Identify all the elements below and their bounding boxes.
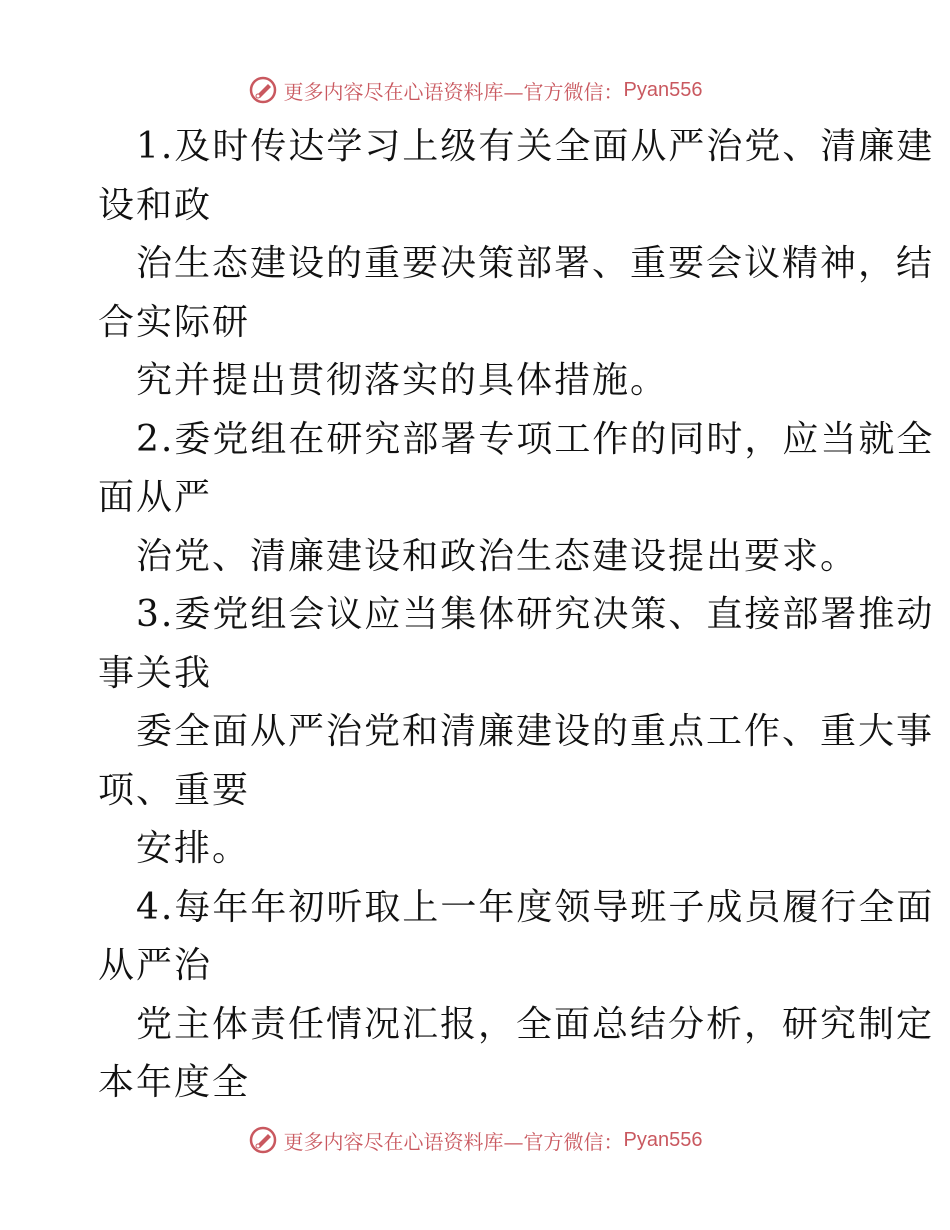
document-body: [98, 118, 935, 1113]
text-line: 面从严: [98, 477, 213, 518]
header-watermark: [0, 70, 950, 110]
text-line: 2.委党组在研究部署专项工作的同时，应当就全: [136, 418, 935, 460]
text-line: 治生态建设的重要决策部署、重要会议精神，结: [136, 243, 935, 284]
text-line: 究并提出贯彻落实的具体措施。: [136, 360, 669, 401]
text-line: 3.委党组会议应当集体研究决策、直接部署推动: [136, 594, 935, 635]
text-line: 4.每年年初听取上一年度领导班子成员履行全面: [136, 886, 935, 928]
text-line: 本年度全: [98, 1062, 251, 1103]
text-line: 委全面从严治党和清廉建设的重点工作、重大事: [136, 711, 935, 752]
text-line: 项、重要: [98, 769, 251, 811]
text-line: 安排。: [136, 828, 251, 869]
text-line: 合实际研: [98, 301, 251, 343]
footer-watermark: [0, 1120, 950, 1160]
text-line: 从严治: [98, 945, 213, 986]
watermark-text: 更多内容尽在心语资料库—官方微信：: [283, 1129, 624, 1154]
watermark-wechat-id: Pyan556: [623, 1128, 703, 1151]
pen-logo-icon: [248, 1125, 278, 1155]
watermark-wechat-id: Pyan556: [623, 78, 703, 101]
text-line: 党主体责任情况汇报，全面总结分析，研究制定: [136, 1003, 935, 1045]
text-line: 1.及时传达学习上级有关全面从严治党、清廉建: [136, 126, 935, 167]
text-line: 设和政: [98, 184, 213, 226]
pen-logo-icon: [248, 75, 278, 105]
watermark-text: 更多内容尽在心语资料库—官方微信：: [283, 79, 624, 104]
text-line: 治党、清廉建设和政治生态建设提出要求。: [136, 535, 859, 577]
text-line: 事关我: [98, 652, 213, 694]
